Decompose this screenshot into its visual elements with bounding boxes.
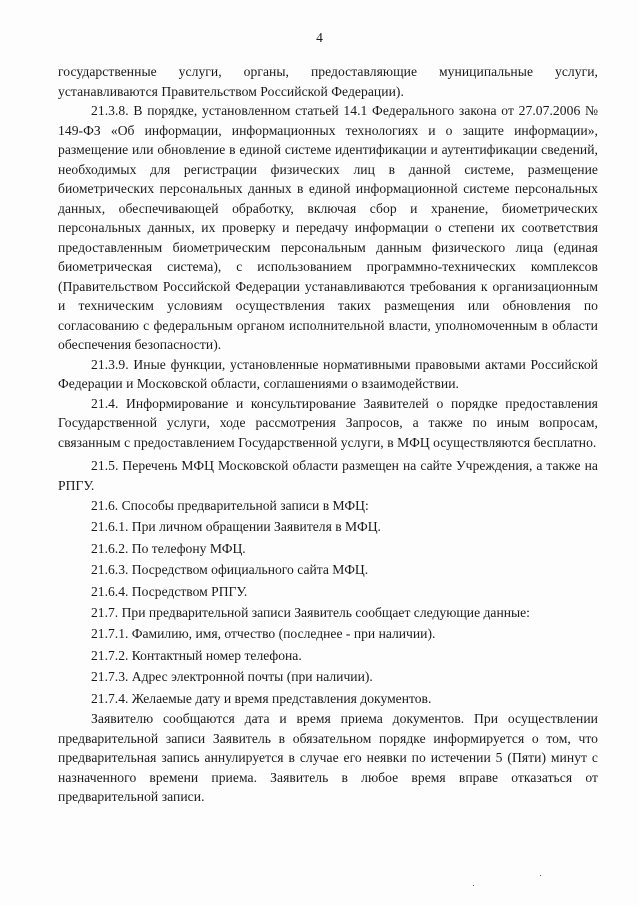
scan-speck: [473, 885, 474, 886]
page-number: 4: [316, 30, 323, 45]
paragraph-21-6-4: 21.6.4. Посредством РПГУ.: [91, 583, 248, 599]
paragraph-21-6: 21.6. Способы предварительной записи в МФЦ:: [91, 498, 369, 513]
paragraph-21-6-2: 21.6.2. По телефону МФЦ.: [91, 540, 246, 556]
paragraph-21-7-3: 21.7.3. Адрес электронной почты (при наличии).: [91, 669, 373, 685]
paragraph-21-3-9: 21.3.9. Иные функции, установленные нормативными правовыми актами Российской Федерации и Московской области, соглашениями о взаимодействии.: [58, 356, 598, 391]
scan-speck: [540, 875, 541, 876]
paragraph-21-4: 21.4. Информирование и консультирование Заявителей о порядке предоставления Государственной услуги, ходе рассмотрения Запросов, а также по иным вопросам, связанным с предоставлением Государственной услуги, в МФЦ осуществляются бесплатно.: [58, 395, 598, 450]
document-body: [58, 62, 598, 807]
paragraph-continuation: государственные услуги, органы, предоставляющие муниципальные услуги, устанавливаются Правительством Российской Федерации).: [58, 64, 598, 99]
paragraph-21-5: 21.5. Перечень МФЦ Московской области размещен на сайте Учреждения, а также на РПГУ.: [58, 458, 598, 493]
paragraph-21-6-3: 21.6.3. Посредством официального сайта МФЦ.: [91, 562, 369, 578]
paragraph-21-7-2: 21.7.2. Контактный номер телефона.: [91, 647, 302, 663]
paragraph-21-7-1: 21.7.1. Фамилию, имя, отчество (последнее - при наличии).: [91, 626, 436, 642]
paragraph-21-7: 21.7. При предварительной записи Заявитель сообщает следующие данные:: [91, 605, 530, 621]
paragraph-21-3-8: 21.3.8. В порядке, установленном статьей 14.1 Федерального закона от 27.07.2006 № 149-ФЗ «Об информации, информационных технологиях и о защите информации», размещение или обновление в единой системе идентификации и аутентификации сведений, необходимых для регистрации физических лиц в данной системе, размещение биометрических персональных данных в единой информационной системе персональных данных, обеспечивающей обработку, включая сбор и хранение, биометрических персональных данных, их проверку и передачу информации о степени их соответствия предоставленным биометрическим персональным данным физического лица (единая биометрическая система), с использованием программно-технических комплексов (Правительством Российской Федерации устанавливаются требования к организационным и техническим условиям осуществления таких размещения или обновления по согласованию с федеральным органом исполнительной власти, уполномоченным в области обеспечения безопасности).: [58, 103, 598, 352]
paragraph-appointment-notice: Заявителю сообщаются дата и время приема документов. При осуществлении предварительной записи Заявитель в обязательном порядке информируется о том, что предварительная запись аннулируется в случае его неявки по истечении 5 (Пяти) минут с назначенного времени приема. Заявитель в любое время вправе отказаться от предварительной записи.: [58, 711, 598, 805]
paragraph-21-6-1: 21.6.1. При личном обращении Заявителя в МФЦ.: [91, 519, 381, 535]
paragraph-21-7-4: 21.7.4. Желаемые дату и время представления документов.: [91, 690, 432, 706]
